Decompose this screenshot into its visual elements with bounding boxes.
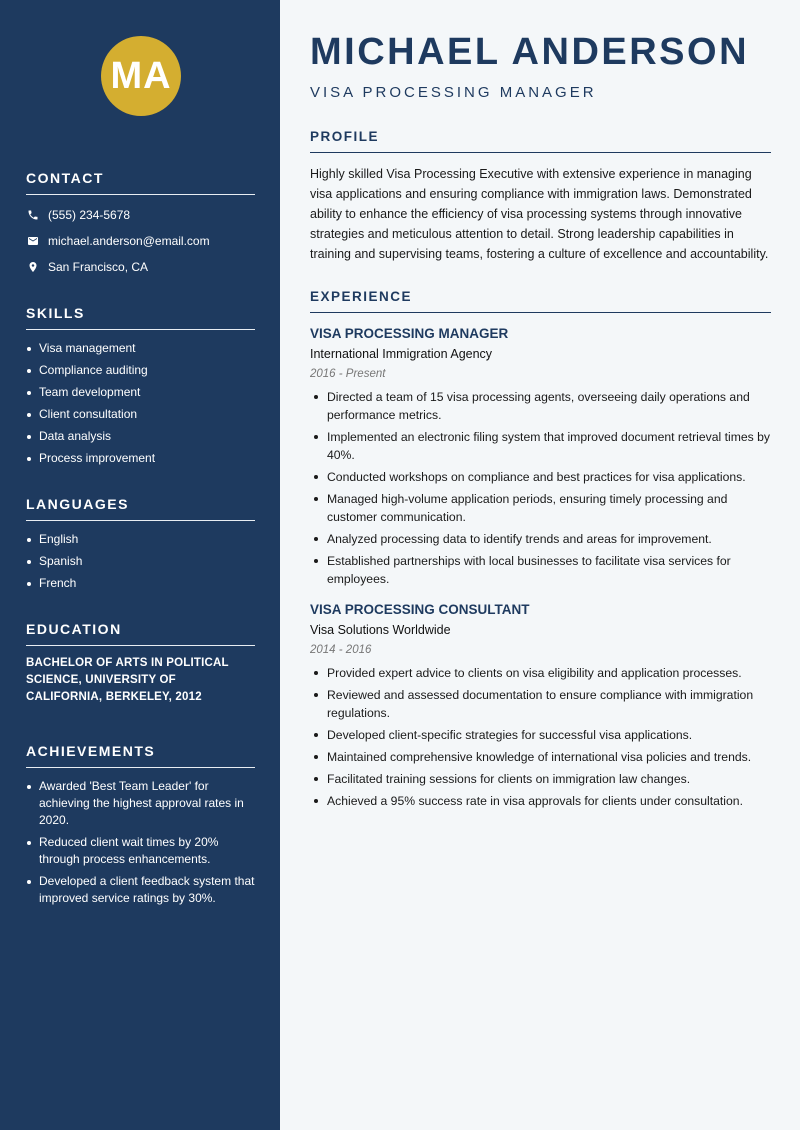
education-heading: EDUCATION bbox=[26, 621, 255, 646]
list-item: Directed a team of 15 visa processing agents, overseeing daily operations and performance metrics. bbox=[310, 388, 771, 424]
achievements-heading: ACHIEVEMENTS bbox=[26, 743, 255, 768]
list-item: Conducted workshops on compliance and best practices for visa applications. bbox=[310, 468, 771, 486]
job-bullets bbox=[310, 388, 771, 588]
experience-section bbox=[310, 289, 771, 810]
contact-email bbox=[26, 233, 255, 248]
languages-section bbox=[26, 496, 255, 592]
contact-section bbox=[26, 170, 255, 274]
job-bullets bbox=[310, 664, 771, 810]
experience-heading: EXPERIENCE bbox=[310, 289, 771, 313]
profile-heading: PROFILE bbox=[310, 129, 771, 153]
job-dates: 2016 - Present bbox=[310, 368, 386, 380]
list-item: Managed high-volume application periods, ensuring timely processing and customer communication. bbox=[310, 490, 771, 526]
list-item: Maintained comprehensive knowledge of international visa policies and trends. bbox=[310, 748, 771, 766]
list-item: Awarded 'Best Team Leader' for achieving the highest approval rates in 2020. bbox=[26, 778, 255, 829]
list-item: Achieved a 95% success rate in visa approvals for clients under consultation. bbox=[310, 792, 771, 810]
achievements-list bbox=[26, 778, 255, 907]
education-degree: BACHELOR OF ARTS IN POLITICAL SCIENCE, UNIVERSITY OF CALIFORNIA, BERKELEY, 2012 bbox=[26, 657, 229, 703]
list-item: Reduced client wait times by 20% through process enhancements. bbox=[26, 834, 255, 868]
job-dates: 2014 - 2016 bbox=[310, 644, 372, 656]
job-company: Visa Solutions Worldwide bbox=[310, 623, 451, 637]
job-entry bbox=[310, 326, 771, 588]
list-item: Data analysis bbox=[26, 428, 255, 445]
profile-summary: Highly skilled Visa Processing Executive with extensive experience in managing visa applications and ensuring compliance with immigration laws. Demonstrated ability to enhance the efficiency of visa processing systems through innovative strategies and meticulous attention to detail. Strong leadership capabilities in training and supervising teams, fostering a culture of excellence and accountability. bbox=[310, 167, 769, 261]
sidebar bbox=[0, 0, 280, 1130]
education-section bbox=[26, 621, 255, 706]
list-item: Established partnerships with local businesses to facilitate visa services for employees. bbox=[310, 552, 771, 588]
list-item: Reviewed and assessed documentation to ensure compliance with immigration regulations. bbox=[310, 686, 771, 722]
avatar: MA bbox=[101, 36, 181, 116]
job-company: International Immigration Agency bbox=[310, 347, 493, 361]
list-item: Developed a client feedback system that improved service ratings by 30%. bbox=[26, 873, 255, 907]
candidate-role: VISA PROCESSING MANAGER bbox=[310, 84, 597, 101]
list-item: Developed client-specific strategies for successful visa applications. bbox=[310, 726, 771, 744]
profile-section bbox=[310, 129, 771, 264]
list-item: Implemented an electronic filing system that improved document retrieval times by 40%. bbox=[310, 428, 771, 464]
phone-text: (555) 234-5678 bbox=[48, 207, 131, 222]
contact-location bbox=[26, 259, 255, 274]
main-content bbox=[280, 0, 800, 1130]
list-item: Facilitated training sessions for clients on immigration law changes. bbox=[310, 770, 771, 788]
list-item: Team development bbox=[26, 384, 255, 401]
contact-phone bbox=[26, 207, 255, 222]
list-item: Spanish bbox=[26, 553, 255, 570]
skills-list bbox=[26, 340, 255, 467]
languages-list bbox=[26, 531, 255, 592]
skills-heading: SKILLS bbox=[26, 305, 255, 330]
skills-section bbox=[26, 305, 255, 467]
list-item: Compliance auditing bbox=[26, 362, 255, 379]
achievements-section bbox=[26, 743, 255, 907]
phone-icon bbox=[26, 208, 40, 222]
job-entry bbox=[310, 602, 771, 810]
location-text: San Francisco, CA bbox=[48, 259, 149, 274]
list-item: French bbox=[26, 575, 255, 592]
job-title: VISA PROCESSING MANAGER bbox=[310, 326, 509, 341]
list-item: Process improvement bbox=[26, 450, 255, 467]
contact-heading: CONTACT bbox=[26, 170, 255, 195]
location-pin-icon bbox=[26, 260, 40, 274]
list-item: Visa management bbox=[26, 340, 255, 357]
list-item: Provided expert advice to clients on visa eligibility and application processes. bbox=[310, 664, 771, 682]
job-title: VISA PROCESSING CONSULTANT bbox=[310, 602, 530, 617]
email-text: michael.anderson@email.com bbox=[48, 233, 210, 248]
candidate-name: MICHAEL ANDERSON bbox=[310, 31, 750, 73]
languages-heading: LANGUAGES bbox=[26, 496, 255, 521]
list-item: Analyzed processing data to identify trends and areas for improvement. bbox=[310, 530, 771, 548]
list-item: Client consultation bbox=[26, 406, 255, 423]
email-icon bbox=[26, 234, 40, 248]
list-item: English bbox=[26, 531, 255, 548]
